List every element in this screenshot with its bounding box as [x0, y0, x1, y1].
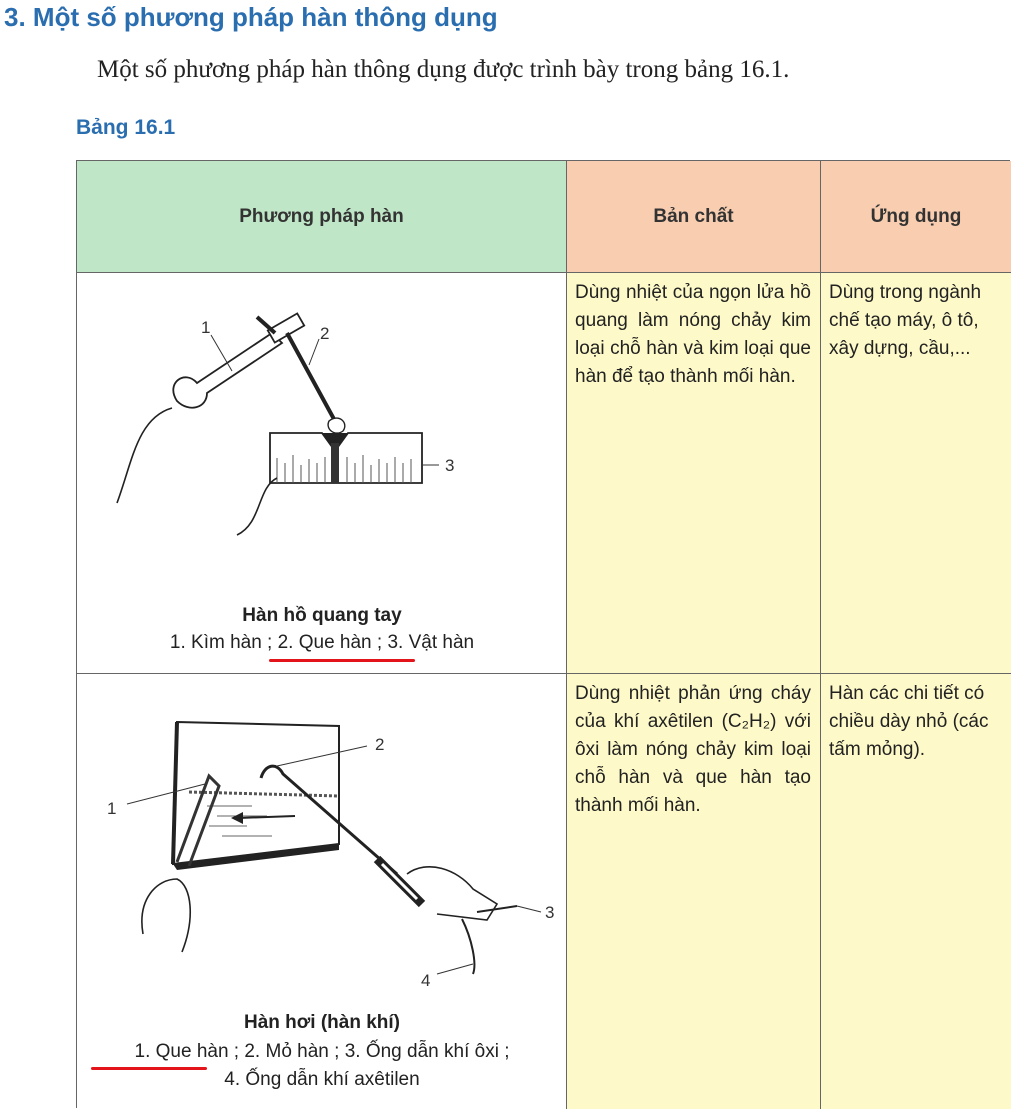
row-arc-welding-nature — [567, 273, 821, 674]
figure-title-gas: Hàn hơi (hàn khí) — [243, 1012, 400, 1033]
table-caption: Bảng 16.1 — [76, 116, 176, 139]
arc-welding-application-text: Dùng trong ngành chế tạo máy, ô tô, xây dựng, cầu,... — [829, 282, 982, 359]
section-heading: 3. Một số phương pháp hàn thông dụng — [4, 2, 498, 32]
gas-welding-application-text: Hàn các chi tiết có chiều dày nhỏ (các tấm mỏng). — [829, 683, 989, 760]
red-underline-que-han — [269, 659, 415, 662]
header-method-label: Phương pháp hàn — [239, 205, 404, 227]
gas-welding-nature-text: Dùng nhiệt phản ứng cháy của khí axêtilen (C₂H₂) với ôxi làm nóng chảy kim loại chỗ hàn và que hàn tạo thành mối hàn. — [575, 683, 811, 816]
callout-3: 3 — [445, 456, 455, 475]
intro-paragraph: Một số phương pháp hàn thông dụng được trình bày trong bảng 16.1. — [97, 56, 790, 83]
row-gas-welding-method — [77, 674, 567, 1109]
callout-2: 2 — [320, 324, 330, 343]
header-nature — [567, 161, 821, 273]
callout-3: 3 — [545, 903, 555, 922]
header-method — [77, 161, 567, 273]
figure-legend-gas-line1: 1. Que hàn ; 2. Mỏ hàn ; 3. Ống dẫn khí ôxi ; — [134, 1041, 510, 1062]
welding-methods-table — [76, 160, 1010, 1108]
callout-1: 1 — [201, 318, 211, 337]
row-gas-welding-application — [821, 674, 1011, 1109]
callout-1: 1 — [107, 799, 117, 818]
figure-legend-gas-line2: 4. Ống dẫn khí axêtilen — [224, 1069, 420, 1090]
callout-2: 2 — [375, 735, 385, 754]
figure-title-arc: Hàn hồ quang tay — [242, 605, 402, 626]
red-underline-que-han — [91, 1067, 207, 1070]
row-gas-welding-nature — [567, 674, 821, 1109]
header-nature-label: Bản chất — [653, 205, 734, 227]
header-application — [821, 161, 1011, 273]
row-arc-welding-application — [821, 273, 1011, 674]
callout-4: 4 — [421, 971, 431, 990]
figure-legend-arc: 1. Kìm hàn ; 2. Que hàn ; 3. Vật hàn — [169, 632, 475, 653]
row-arc-welding-method — [77, 273, 567, 674]
arc-welding-nature-text: Dùng nhiệt của ngọn lửa hồ quang làm nóng chảy kim loại chỗ hàn và kim loại que hàn để tạo thành mối hàn. — [575, 282, 811, 387]
header-application-label: Ứng dụng — [870, 205, 962, 227]
